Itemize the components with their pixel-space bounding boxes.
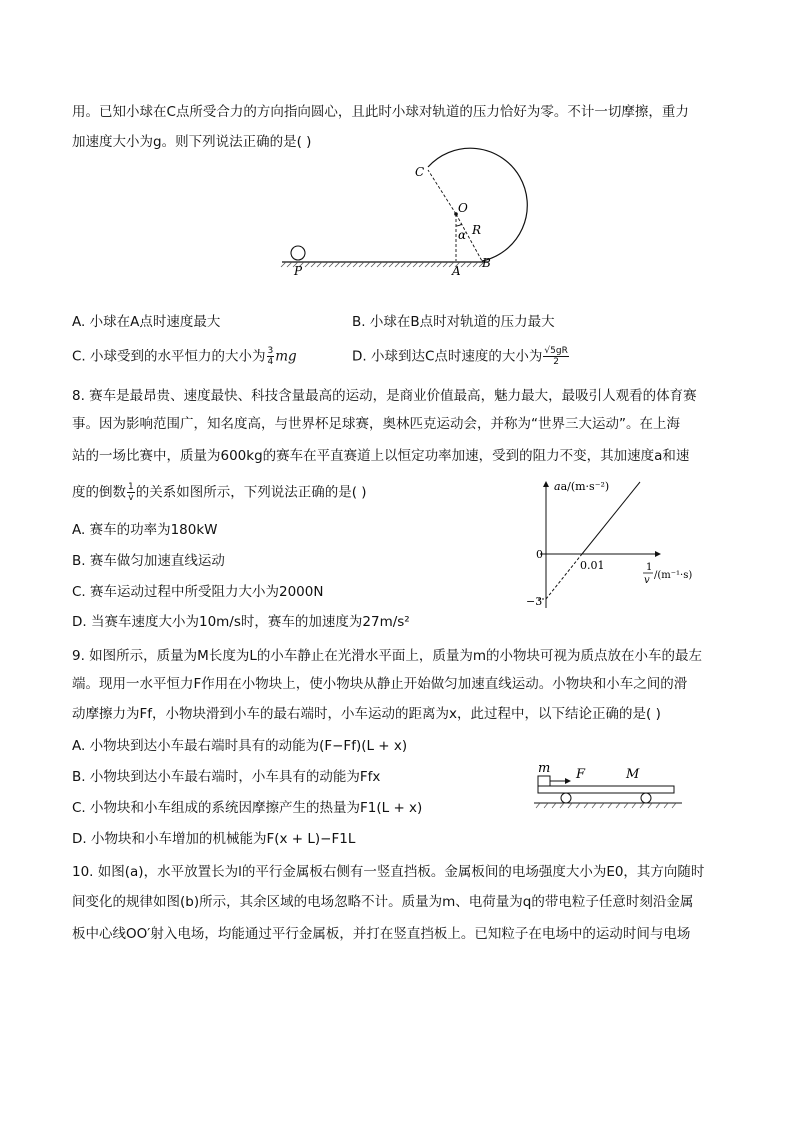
label-m: m	[538, 761, 551, 776]
circular-track	[428, 148, 527, 261]
q7-option-d-text: D. 小球到达C点时速度的大小为	[352, 348, 543, 365]
label-A: A	[452, 264, 461, 278]
q10-text-line-1: 10. 如图(a)，水平放置长为l的平行金属板右侧有一竖直挡板。金属板间的电场强度大小为E0，其方向随时	[72, 864, 705, 880]
q8-text-line-4	[72, 482, 512, 503]
q9-text-line-2: 端。现用一水平恒力F作用在小物块上，使小物块从静止开始做匀加速直线运动。小物块和小车之间的滑	[72, 676, 688, 692]
label-O: O	[458, 201, 468, 215]
fraction-one-over-v: $\frac{1}{v}$	[128, 482, 134, 503]
label-F: F	[576, 767, 586, 782]
q9-option-b[interactable]: B. 小物块到达小车最右端时，小车具有的动能为Ffx	[72, 769, 381, 785]
wheel-left	[561, 793, 571, 803]
q8-text-line-3: 站的一场比赛中，质量为600kg的赛车在平直赛道上以恒定功率加速，受到的阻力不变，其加速度a和速	[72, 448, 690, 464]
q7-track-figure	[276, 160, 536, 280]
q8-option-b[interactable]: B. 赛车做匀加速直线运动	[72, 553, 225, 569]
small-block	[538, 776, 550, 786]
q9-option-d[interactable]: D. 小物块和小车增加的机械能为F(x + L)−F1L	[72, 831, 356, 847]
x-axis-label-num: 1	[646, 562, 653, 573]
wheel-right	[641, 793, 651, 803]
q7-option-c[interactable]	[72, 346, 297, 367]
cart-board	[538, 786, 674, 793]
q7-option-b[interactable]: B. 小球在B点时对轨道的压力最大	[352, 314, 555, 330]
x-tick-label: 0.01	[580, 559, 605, 572]
label-alpha: α	[458, 228, 467, 242]
fraction-sqrt5gr-over-2: $\frac{√5gR}{2}$	[544, 346, 568, 367]
q8-line4-suffix: 的关系如图所示，下列说法正确的是( )	[135, 484, 367, 501]
q9-text-line-1: 9. 如图所示，质量为M长度为L的小车静止在光滑水平面上，质量为m的小物块可视为质点放在小车的最左	[72, 648, 702, 664]
y-axis-label: aa/(m·s⁻²)	[554, 480, 610, 493]
q8-acceleration-graph	[518, 478, 698, 618]
y-tick-label: −3	[526, 595, 543, 608]
q8-option-d[interactable]: D. 当赛车速度大小为10m/s时，赛车的加速度为27m/s²	[72, 614, 410, 630]
q9-cart-figure	[534, 758, 684, 818]
label-C: C	[415, 165, 425, 179]
q7-text-line-1: 用。已知小球在C点所受合力的方向指向圆心，且此时小球对轨道的压力恰好为零。不计一切摩擦，重力	[72, 104, 689, 120]
q8-text-line-1: 8. 赛车是最昂贵、速度最快、科技含量最高的运动，是商业价值最高，魅力最大，最吸引人观看的体育赛	[72, 388, 697, 404]
q7-option-c-mg: mg	[275, 348, 297, 365]
q9-option-c[interactable]: C. 小物块和小车组成的系统因摩擦产生的热量为F1(L + x)	[72, 800, 423, 816]
q7-option-a[interactable]: A. 小球在A点时速度最大	[72, 314, 221, 330]
fraction-three-quarters: $\frac{3}{4}$	[267, 346, 274, 367]
q8-option-a[interactable]: A. 赛车的功率为180kW	[72, 522, 218, 538]
q10-text-line-3: 板中心线OO′射入电场，均能通过平行金属板，并打在竖直挡板上。已知粒子在电场中的运动时间与电场	[72, 926, 691, 942]
label-B: B	[482, 256, 491, 270]
x-axis-label-unit: /(m⁻¹·s)	[654, 570, 693, 581]
q8-text-line-2: 事。因为影响范围广，知名度高，与世界杯足球赛，奥林匹克运动会，并称为“世界三大运动”。在上海	[72, 416, 680, 432]
q8-line4-prefix: 度的倒数	[72, 484, 126, 501]
origin-label: 0	[536, 548, 543, 561]
q7-option-c-text: C. 小球受到的水平恒力的大小为	[72, 348, 266, 365]
q9-text-line-3: 动摩擦力为Ff，小物块滑到小车的最右端时，小车运动的距离为x，此过程中，以下结论正确的是( )	[72, 706, 661, 722]
graph-line-dashed	[546, 554, 582, 599]
q7-text-line-2: 加速度大小为g。则下列说法正确的是( )	[72, 134, 312, 150]
label-P: P	[294, 264, 303, 278]
ball	[291, 246, 305, 260]
label-R: R	[472, 223, 482, 237]
x-axis-label-den: v	[644, 575, 650, 586]
q7-option-d[interactable]	[352, 346, 570, 367]
q8-option-c[interactable]: C. 赛车运动过程中所受阻力大小为2000N	[72, 584, 324, 600]
q10-text-line-2: 间变化的规律如图(b)所示，其余区域的电场忽略不计。质量为m、电荷量为q的带电粒子任意时刻沿金属	[72, 894, 694, 910]
q9-option-a[interactable]: A. 小物块到达小车最右端时具有的动能为(F−Ff)(L + x)	[72, 738, 408, 754]
label-M: M	[626, 767, 640, 782]
